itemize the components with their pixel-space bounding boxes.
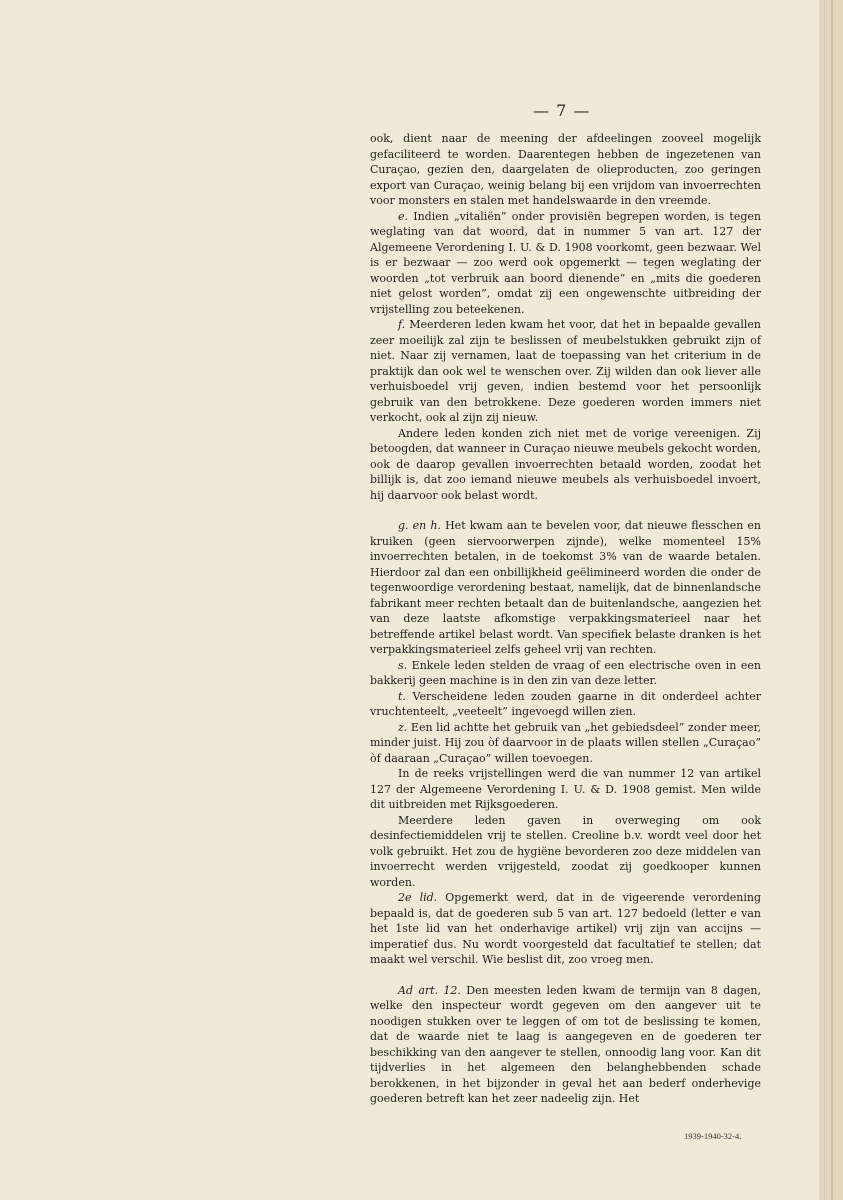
page-number: — 7 — — [533, 101, 591, 120]
paragraph-text: In de reeks vrijstellingen werd die van nummer 12 van artikel 127 der Algemeene Verordening I. U. & D. 1908 gemist. Men wilde dit uitbreiden met Rijksgoederen. — [370, 767, 761, 811]
paragraph-text: Opgemerkt werd, dat in de vigeerende verordening bepaald is, dat de goederen sub 5 van art. 127 bedoeld (letter e van het 1ste lid van het onderhavige artikel) vrij zijn van accijns — imperatief dus. Nu wordt voorgesteld dat facultatief te stellen; dat maakt wel verschil. Wie beslist dit, zoo vroeg men. — [370, 891, 761, 966]
paragraph — [370, 131, 761, 209]
paragraph-s — [370, 658, 761, 689]
paragraph-f — [370, 317, 761, 426]
paragraph — [370, 766, 761, 813]
stacked-page-edge-line — [824, 0, 825, 1200]
paragraph — [370, 813, 761, 891]
paragraph-z — [370, 720, 761, 767]
paragraph-text: Den meesten leden kwam de termijn van 8 dagen, welke den inspecteur wordt gegeven om den aangever uit te noodigen stukken over te leggen of om tot de beslissing te komen, dat de waarde niet te laag is aangegeven en de goederen ter beschikking van den aangever te stellen, onnoodig lang voor. Kan dit tijdverlies in het algemeen den belanghebbenden schade berokkenen, in het bijzonder in geval het aan bederf onderhevige goederen betreft kan het zeer nadeelig zijn. Het — [370, 983, 761, 1105]
paragraph-text: Het kwam aan te bevelen voor, dat nieuwe flesschen en kruiken (geen siervoorwerpen zijnde), welke momenteel 15% invoerrechten betalen, in de toekomst 3% van de waarde betalen. Hierdoor zal dan een onbillijkheid geëlimineerd worden die onder de tegenwoordige verordening bestaat, namelijk, dat de binnenlandsche fabrikant meer rechten betaalt dan de buitenlandsche, aangezien het van deze laatste afkomstige verpakkingsmaterieel naar het betreffende artikel belast wordt. Van specifiek belaste dranken is het verpakkingsmaterieel zelfs geheel vrij van rechten. — [370, 519, 762, 656]
paragraph-label: Ad art. 12. — [398, 983, 461, 997]
paragraph-label: e. — [398, 209, 409, 223]
paragraph-label: t. — [398, 689, 406, 703]
paragraph-label: z. — [398, 720, 408, 734]
paragraph — [370, 426, 761, 504]
body-text — [370, 131, 761, 1107]
document-code: 1939-1940-32-4. — [684, 1131, 742, 1141]
paragraph-text: Indien „vitaliën” onder provisiën begrepen worden, is tegen weglating van dat woord, dat in nummer 5 van art. 127 der Algemeene Verordening I. U. & D. 1908 voorkomt, geen bezwaar. Wel is er bezwaar — zoo werd ook opgemerkt — tegen weglating der woorden „tot verbruik aan boord dienende” en „mits die goederen niet gelost worden”, omdat zij een ongewenschte uitbreiding der vrijstelling zou beteekenen. — [370, 209, 761, 316]
paragraph-text: Andere leden konden zich niet met de vorige vereenigen. Zij betoogden, dat wanneer in Curaçao nieuwe meubels gekocht worden, ook de daarop gevallen invoerrechten betaald worden, zoodat het billijk is, dat zoo iemand nieuwe meubels als verhuisboedel invoert, hij daarvoor ook belast wordt. — [370, 426, 761, 502]
paragraph-label: g. en h. — [398, 519, 441, 532]
paragraph-t — [370, 689, 761, 720]
stacked-page-edge-line — [831, 0, 833, 1200]
paragraph-label: f. — [398, 318, 406, 331]
paragraph-label: s. — [398, 658, 408, 672]
paragraph-2e-lid — [370, 890, 761, 968]
paragraph-text: ook, dient naar de meening der afdeelingen zooveel mogelijk gefaciliteerd te worden. Daarentegen hebben de ingezetenen van Curaçao, gezien den, daargelaten de olieproducten, zoo geringen export van Curaçao, weinig belang bij een vrijdom van invoerrechten voor monsters en stalen met handelswaarde in den vreemde. — [370, 132, 761, 207]
paragraph-ad-art-12 — [370, 983, 761, 1107]
paragraph-g-h — [370, 518, 761, 658]
paragraph-label: 2e lid. — [398, 891, 438, 904]
paragraph-text: Enkele leden stelden de vraag of een electrische oven in een bakkerij geen machine is in den zin van deze letter. — [370, 658, 761, 687]
paragraph-text: Verscheidene leden zouden gaarne in dit onderdeel achter vruchtenteelt, „veeteelt” ingevoegd willen zien. — [370, 689, 761, 718]
paragraph-e — [370, 209, 761, 318]
paragraph-text: Een lid achtte het gebruik van „het gebiedsdeel” zonder meer, minder juist. Hij zou òf daarvoor in de plaats willen stellen „Curaçao” òf daaraan „Curaçao” willen toevoegen. — [370, 720, 761, 765]
paragraph-text: Meerdere leden gaven in overweging om ook desinfectiemiddelen vrij te stellen. Creoline b.v. wordt veel door het volk gebruikt. Het zou de hygiëne bevorderen zoo deze middelen van invoerrecht werden vrijgesteld, zoodat zij goedkooper kunnen worden. — [370, 813, 761, 889]
paragraph-text: Meerderen leden kwam het voor, dat het in bepaalde gevallen zeer moeilijk zal zijn te beslissen of meubelstukken gebruikt zijn of niet. Naar zij vernamen, laat de toepassing van het criterium in de praktijk dan ook wel te wenschen over. Zij wilden dan ook liever alle verhuisboedel vrij geven, indien bestemd voor het persoonlijk gebruik van den betrokkene. Deze goederen worden immers niet verkocht, ook al zijn zij nieuw. — [370, 318, 761, 424]
